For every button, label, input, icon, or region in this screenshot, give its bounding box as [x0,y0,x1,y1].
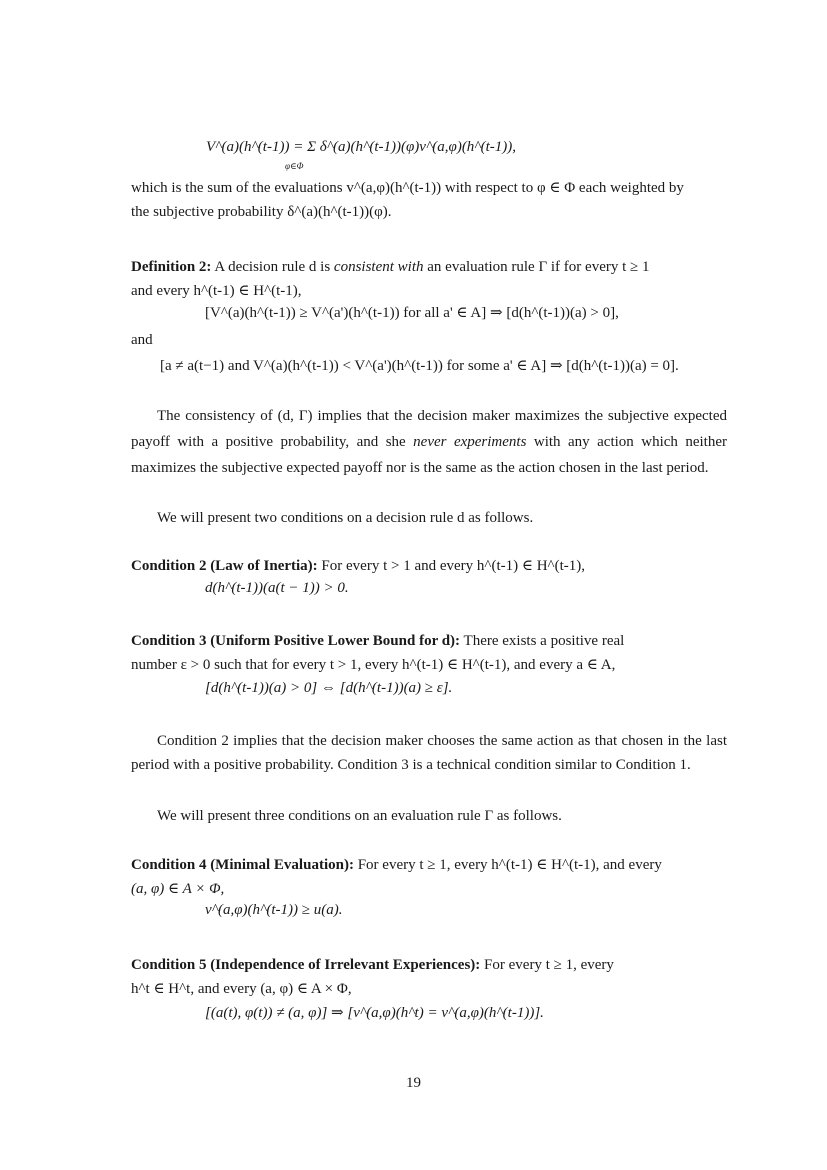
condition-label: Condition 4 (Minimal Evaluation): [131,857,354,873]
condition-line-2: number ε > 0 such that for every t > 1, every h^(t-1) ∈ H^(t-1), and every a ∈ A, [131,657,616,673]
condition-text: There exists a positive real [460,633,625,649]
paragraph-emphasis: never experiments [413,434,527,450]
condition-5-equation: [(a(t), φ(t)) ≠ (a, φ)] ⇒ [v^(a,φ)(h^t) = v^(a,φ)(h^(t-1))]. [205,1005,544,1021]
definition-label: Definition 2: [131,259,212,275]
condition-5 [131,953,727,1001]
equation-text: V^(a)(h^(t-1)) = Σ δ^(a)(h^(t-1))(φ)v^(a,φ)(h^(t-1)), [206,139,517,155]
definition-2 [131,255,727,303]
condition-line-2: (a, φ) ∈ A × Φ, [131,881,225,897]
paragraph-text: The consistency of (d, Γ) implies that the decision maker maximizes the subjective expected payoff with a positive probability, and she [131,408,727,450]
condition-4-equation: v^(a,φ)(h^(t-1)) ≥ u(a). [205,902,343,918]
definition-emphasis: consistent with [333,259,424,275]
page-number: 19 [406,1075,421,1091]
paragraph-condition-2-implies: Condition 2 implies that the decision maker chooses the same action as that chosen in the last period with a positive probability. Condition 3 is a technical condition similar to Condition 1. [131,733,727,773]
paragraph-two-conditions: We will present two conditions on a decision rule d as follows. [157,510,534,526]
definition-line-2: and every h^(t-1) ∈ H^(t-1), [131,283,302,299]
condition-text: For every t > 1 and every h^(t-1) ∈ H^(t-1), [317,558,585,574]
condition-label: Condition 2 (Law of Inertia): [131,558,318,574]
condition-text: For every t ≥ 1, every h^(t-1) ∈ H^(t-1), and every [353,857,662,873]
definition-and: and [131,332,153,348]
condition-label: Condition 5 (Independence of Irrelevant Experiences): [131,957,481,973]
paragraph-sum-of-evaluations [131,176,727,224]
definition-text-end: an evaluation rule Γ if for every t ≥ 1 [423,259,650,275]
paragraph-three-conditions: We will present three conditions on an evaluation rule Γ as follows. [157,808,562,824]
definition-text: A decision rule d is [211,259,334,275]
condition-4 [131,853,727,901]
equation-subscript: φ∈Φ [285,161,304,171]
equation-expected-payoff [206,139,517,171]
definition-equation-2: [a ≠ a(t−1) and V^(a)(h^(t-1)) < V^(a')(h^(t-1)) for some a' ∈ A] ⇒ [d(h^(t-1))(a) = 0]. [160,358,679,374]
condition-3-equation: [d(h^(t-1))(a) > 0] ⇔ [d(h^(t-1))(a) ≥ ε]. [205,680,453,696]
condition-3 [131,629,727,677]
paragraph-text-end: with any action which neither maximizes the subjective expected payoff nor is the same as the action chosen in the last period. [131,434,727,476]
condition-label: Condition 3 (Uniform Positive Lower Bound for d): [131,633,461,649]
condition-2-equation: d(h^(t-1))(a(t − 1)) > 0. [205,580,349,596]
condition-line-2: h^t ∈ H^t, and every (a, φ) ∈ A × Φ, [131,981,352,997]
condition-2 [131,554,727,578]
text-line: which is the sum of the evaluations v^(a,φ)(h^(t-1)) with respect to φ ∈ Φ each weighted by [131,180,684,196]
condition-text: For every t ≥ 1, every [480,957,614,973]
text-line: the subjective probability δ^(a)(h^(t-1))(φ). [131,204,392,220]
definition-equation-1: [V^(a)(h^(t-1)) ≥ V^(a')(h^(t-1)) for all a' ∈ A] ⇒ [d(h^(t-1))(a) > 0], [205,305,619,321]
paragraph-consistency [131,403,727,481]
